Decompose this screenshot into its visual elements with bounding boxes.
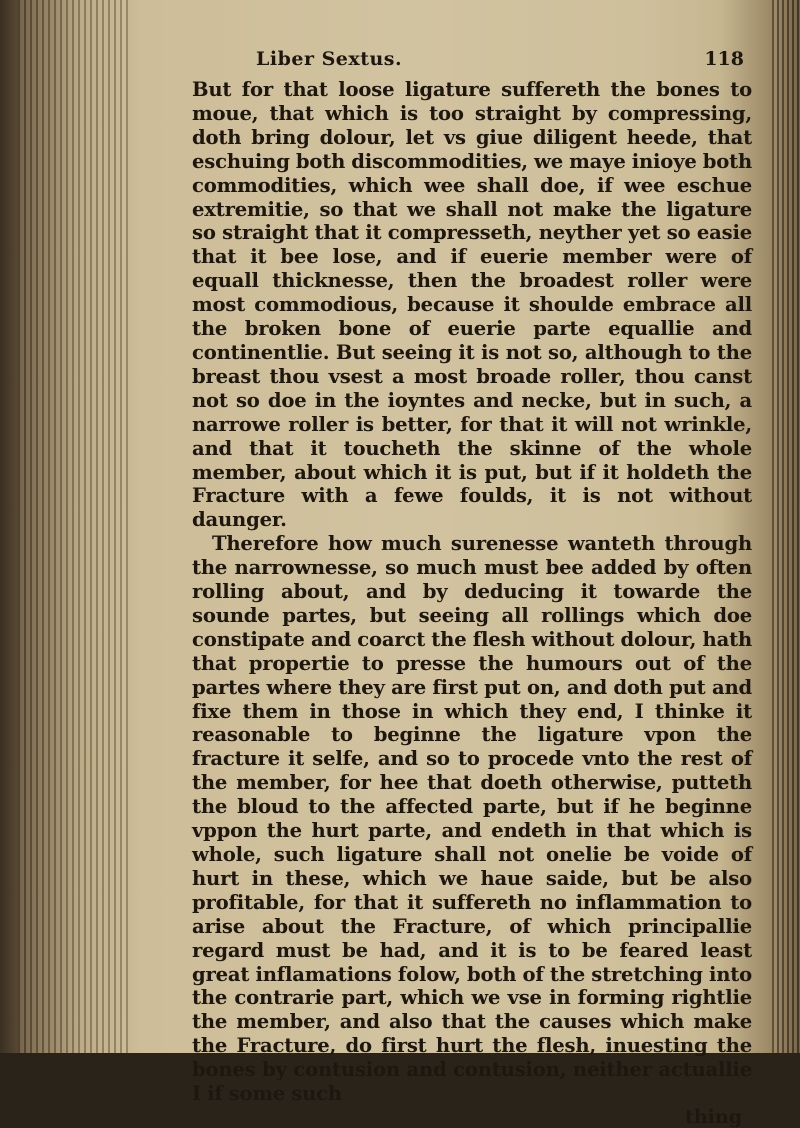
page-fore-edges-left (18, 0, 128, 1053)
text-block (192, 48, 752, 1128)
body-text (192, 78, 752, 1106)
running-head: Liber Sextus. (256, 48, 403, 70)
catchword: thing (685, 1105, 742, 1128)
paragraph-2: Therefore how much surenesse wanteth through the narrownesse, so much must bee added by often rolling about, and by deducing it towarde the sounde partes, but seeing all rollings which doe constipate and coarct the flesh without dolour, hath that propertie to presse the humours out of the partes where they are first put on, and doth put and fixe them in those in which they end, I thinke it reasonable to beginne the ligature vpon the fracture it selfe, and so to procede vnto the rest of the member, for hee that doeth otherwise, putteth the bloud to the affected parte, but if he beginne vppon the hurt parte, and endeth in that which is whole, such ligature shall not onelie be voide of hurt in these, which we haue saide, but be also profitable, for that it suffereth no inflammation to arise about the Fracture, of which principallie regard must be had, and it is to be feared least great inflamations folow, both of the stretching into the contrarie part, which we vse in forming rightlie the member, and also that the causes which make the Fracture, do first hurt the flesh, inuesting the bones by contusion and contusion, neither actuallie I if some such (192, 532, 752, 1106)
page-number: 118 (704, 48, 744, 70)
page-fore-edges-right (772, 0, 800, 1053)
page-header (192, 48, 752, 78)
paragraph-1: But for that loose ligature suffereth the bones to moue, that which is too straight by compressing, doth bring dolour, let vs giue diligent heede, that eschuing both discommodities, we maye inioye both commodities, which wee shall doe, if wee eschue extremitie, so that we shall not make the ligature so straight that it compresseth, neyther yet so easie that it bee lose, and if euerie member were of equall thicknesse, then the broadest roller were most commodious, because it shoulde embrace all the broken bone of euerie parte equallie and continentlie. But seeing it is not so, although to the breast thou vsest a most broade roller, thou canst not so doe in the ioyntes and necke, but in such, a narrowe roller is better, for that it will not wrinkle, and that it toucheth the skinne of the whole member, about which it is put, but if it holdeth the Fracture with a fewe foulds, it is not without daunger. (192, 78, 752, 532)
